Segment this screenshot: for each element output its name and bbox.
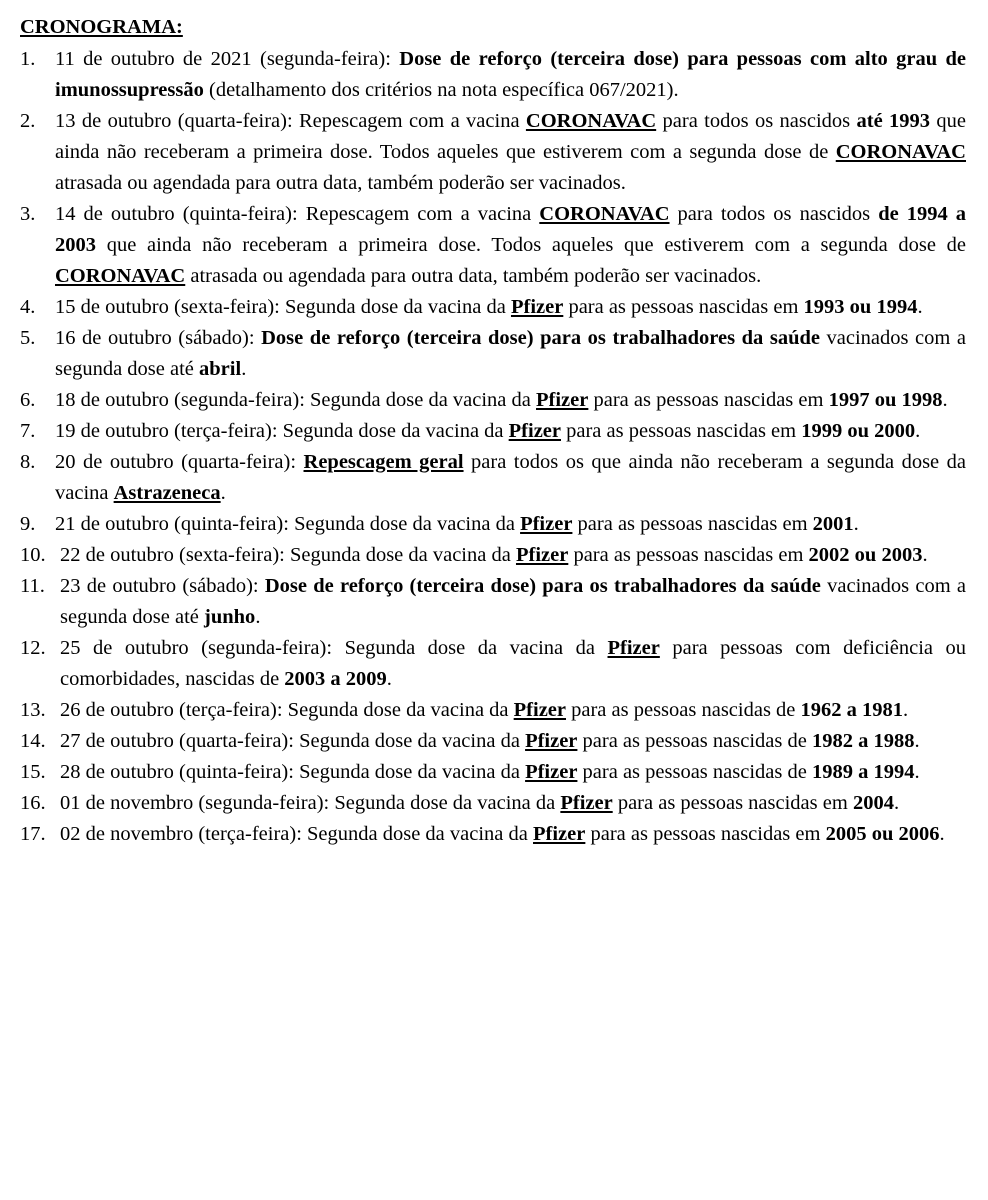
item-text: para as pessoas nascidas em: [561, 420, 802, 442]
underlined-bold-text: Pfizer: [525, 761, 578, 783]
bold-text: Dose de reforço (terceira dose) para os trabalhadores da saúde: [264, 575, 821, 597]
item-text: para as pessoas nascidas em: [572, 513, 813, 535]
item-text: 11 de outubro de 2021 (segunda-feira):: [55, 48, 400, 70]
list-item-number: 3.: [20, 203, 36, 225]
underlined-bold-text: Astrazeneca: [113, 482, 221, 504]
item-text: para as pessoas nascidas de: [566, 699, 801, 721]
list-item-number: 6.: [20, 389, 36, 411]
list-item-number: 1.: [20, 48, 36, 70]
item-text: .: [241, 358, 247, 380]
item-text: .: [915, 420, 921, 442]
item-text: 02 de novembro (terça-feira): Segunda dose da vacina da: [60, 823, 534, 845]
item-text: que ainda não receberam a primeira dose. Todos aqueles que estiverem com a segunda dose de: [55, 110, 967, 163]
item-text: para todos os que ainda não receberam a segunda dose da vacina: [55, 451, 966, 504]
underlined-bold-text: Pfizer: [515, 544, 569, 566]
item-text: .: [942, 389, 948, 411]
list-item: [20, 819, 966, 850]
item-text: para as pessoas nascidas em: [568, 544, 809, 566]
underlined-bold-text: CORONAVAC: [55, 265, 186, 287]
item-text: .: [220, 482, 226, 504]
item-text: vacinados com a segunda dose até: [60, 575, 966, 628]
bold-text: de 1994 a 2003: [55, 203, 967, 256]
list-item: [20, 757, 966, 788]
bold-text: 2002 ou 2003: [808, 544, 923, 566]
list-item-number: 15.: [20, 761, 46, 783]
item-text: .: [893, 792, 900, 814]
item-text: .: [914, 730, 920, 752]
bold-text: 1982 a 1988: [811, 730, 915, 752]
item-text: .: [386, 668, 392, 690]
item-text: .: [917, 296, 923, 318]
item-text: (detalhamento dos critérios na nota específica 067/2021).: [203, 79, 679, 101]
item-text: 15 de outubro (sexta-feira): Segunda dose da vacina da: [55, 296, 511, 318]
bold-text: até 1993: [856, 110, 931, 132]
item-text: para as pessoas nascidas em: [612, 792, 853, 814]
underlined-bold-text: Pfizer: [560, 792, 613, 814]
underlined-bold-text: CORONAVAC: [539, 203, 670, 225]
list-item: [20, 106, 966, 199]
bold-text: abril: [199, 358, 242, 380]
bold-text: 1997 ou 1998: [828, 389, 943, 411]
list-item: [20, 726, 966, 757]
list-item: [20, 385, 966, 416]
item-text: 23 de outubro (sábado):: [60, 575, 265, 597]
list-item-number: 7.: [20, 420, 36, 442]
item-text: vacinados com a segunda dose até: [55, 327, 966, 380]
underlined-bold-text: Pfizer: [607, 637, 660, 659]
bold-text: 2003 a 2009: [284, 668, 387, 690]
list-item-number: 11.: [20, 575, 45, 597]
list-item-number: 2.: [20, 110, 36, 132]
underlined-bold-text: Pfizer: [525, 730, 578, 752]
bold-text: Dose de reforço (terceira dose) para os trabalhadores da saúde: [261, 327, 820, 349]
item-text: para todos os nascidos: [656, 110, 857, 132]
bold-text: 1999 ou 2000: [801, 420, 916, 442]
list-item: [20, 695, 966, 726]
list-item-number: 4.: [20, 296, 36, 318]
bold-text: 1989 a 1994: [811, 761, 915, 783]
list-item-number: 8.: [20, 451, 36, 473]
list-item: [20, 44, 966, 106]
item-text: 20 de outubro (quarta-feira):: [55, 451, 304, 473]
item-text: atrasada ou agendada para outra data, também poderão ser vacinados.: [55, 172, 626, 194]
list-item: [20, 633, 966, 695]
bold-text: junho: [204, 606, 256, 628]
list-item-number: 17.: [20, 823, 46, 845]
item-text: 27 de outubro (quarta-feira): Segunda dose da vacina da: [60, 730, 526, 752]
list-item-number: 5.: [20, 327, 36, 349]
item-text: que ainda não receberam a primeira dose. Todos aqueles que estiverem com a segunda dose de: [96, 234, 966, 256]
list-item-number: 16.: [20, 792, 46, 814]
schedule-list: [20, 44, 966, 850]
item-text: 16 de outubro (sábado):: [55, 327, 262, 349]
bold-text: 2004: [852, 792, 894, 814]
item-text: 14 de outubro (quinta-feira): Repescagem com a vacina: [55, 203, 540, 225]
list-item-number: 13.: [20, 699, 46, 721]
item-text: para as pessoas nascidas de: [577, 730, 812, 752]
list-item: [20, 509, 966, 540]
bold-text: 2005 ou 2006: [825, 823, 940, 845]
item-text: para as pessoas nascidas de: [577, 761, 812, 783]
item-text: 19 de outubro (terça-feira): Segunda dose da vacina da: [55, 420, 509, 442]
item-text: 18 de outubro (segunda-feira): Segunda dose da vacina da: [55, 389, 537, 411]
item-text: 22 de outubro (sexta-feira): Segunda dose da vacina da: [60, 544, 516, 566]
bold-text: Dose de reforço (terceira dose) para pessoas com alto grau de imunossupressão: [55, 48, 966, 101]
document-title: CRONOGRAMA:: [20, 16, 183, 38]
underlined-bold-text: Pfizer: [536, 389, 589, 411]
bold-text: 2001: [812, 513, 854, 535]
item-text: para as pessoas nascidas em: [563, 296, 804, 318]
list-item: [20, 416, 966, 447]
bold-text: 1962 a 1981: [800, 699, 904, 721]
item-text: 28 de outubro (quinta-feira): Segunda dose da vacina da: [60, 761, 526, 783]
item-text: .: [922, 544, 928, 566]
underlined-bold-text: Repescagem geral: [303, 451, 464, 473]
underlined-bold-text: CORONAVAC: [835, 141, 966, 163]
list-item-number: 12.: [20, 637, 46, 659]
underlined-bold-text: Pfizer: [513, 699, 566, 721]
list-item: [20, 199, 966, 292]
list-item: [20, 571, 966, 633]
item-text: 01 de novembro (segunda-feira): Segunda dose da vacina da: [60, 792, 561, 814]
list-item: [20, 323, 966, 385]
list-item: [20, 540, 966, 571]
list-item-number: 14.: [20, 730, 46, 752]
item-text: para todos os nascidos: [669, 203, 879, 225]
item-text: .: [903, 699, 909, 721]
underlined-bold-text: Pfizer: [533, 823, 586, 845]
bold-text: 1993 ou 1994: [803, 296, 918, 318]
item-text: 21 de outubro (quinta-feira): Segunda dose da vacina da: [55, 513, 521, 535]
item-text: para pessoas com deficiência ou comorbidades, nascidas de: [60, 637, 967, 690]
list-item: [20, 788, 966, 819]
underlined-bold-text: Pfizer: [510, 296, 564, 318]
item-text: 25 de outubro (segunda-feira): Segunda dose da vacina da: [60, 637, 608, 659]
list-item-number: 9.: [20, 513, 36, 535]
item-text: .: [914, 761, 920, 783]
item-text: .: [255, 606, 261, 628]
list-item: [20, 292, 966, 323]
underlined-bold-text: Pfizer: [508, 420, 561, 442]
item-text: 13 de outubro (quarta-feira): Repescagem com a vacina: [55, 110, 526, 132]
list-item: [20, 447, 966, 509]
item-text: para as pessoas nascidas em: [585, 823, 826, 845]
item-text: atrasada ou agendada para outra data, também poderão ser vacinados.: [185, 265, 762, 287]
underlined-bold-text: Pfizer: [520, 513, 573, 535]
item-text: .: [939, 823, 945, 845]
item-text: 26 de outubro (terça-feira): Segunda dose da vacina da: [60, 699, 514, 721]
list-item-number: 10.: [20, 544, 46, 566]
underlined-bold-text: CORONAVAC: [525, 110, 657, 132]
item-text: para as pessoas nascidas em: [588, 389, 829, 411]
item-text: .: [853, 513, 859, 535]
